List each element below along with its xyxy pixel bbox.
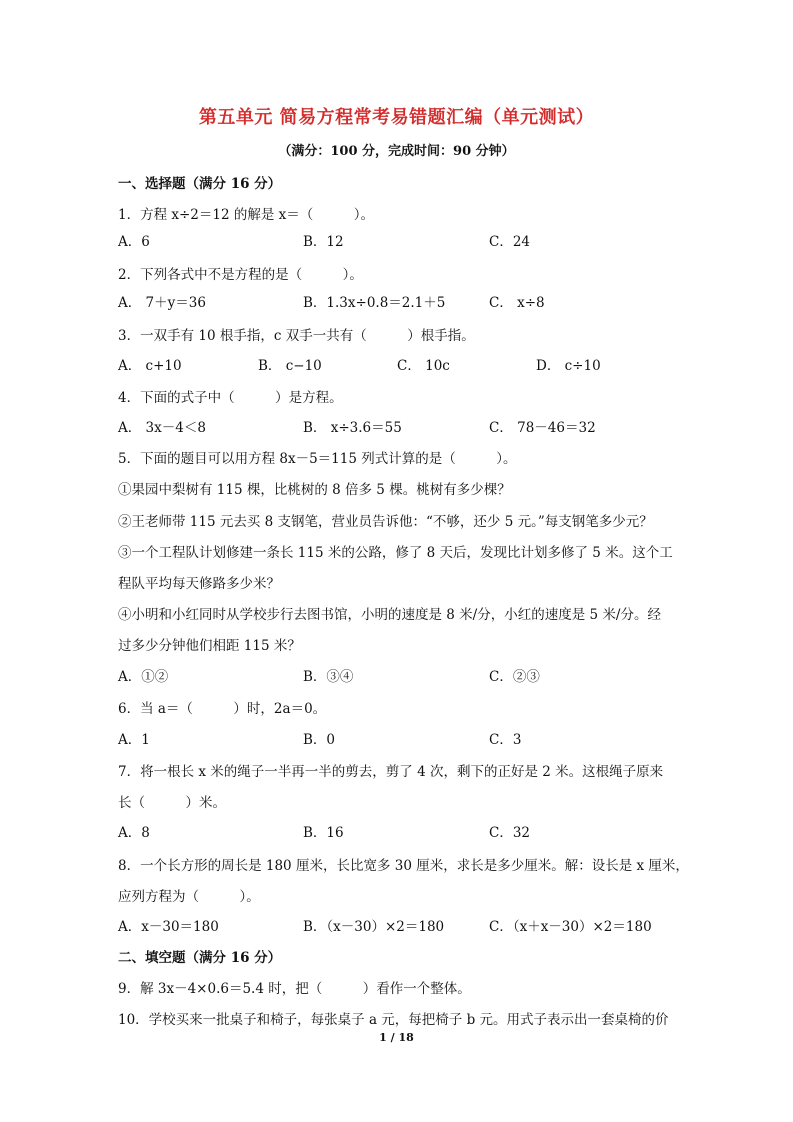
question-3-option-a: A． c+10 <box>118 358 182 374</box>
question-9-stem: 9．解 3x－4×0.6＝5.4 时，把（ ）看作一个整体。 <box>118 981 471 997</box>
question-1-option-a: A．6 <box>118 234 150 250</box>
question-7-option-a: A．8 <box>118 825 150 841</box>
question-5-item-2: ②王老师带 115 元去买 8 支钢笔，营业员告诉他：“不够，还少 5 元。”每支钢笔多少元？ <box>118 514 653 530</box>
question-3-option-b: B． c−10 <box>258 358 322 374</box>
question-8-stem-line-1: 8．一个长方形的周长是 180 厘米，长比宽多 30 厘米，求长是多少厘米。解：设长是 x 厘米， <box>118 858 689 874</box>
question-2-option-b: B．1.3x÷0.8＝2.1＋5 <box>303 295 446 311</box>
question-3-option-d: D． c÷10 <box>536 358 601 374</box>
question-4-option-a: A． 3x－4＜8 <box>118 420 206 436</box>
question-2-option-a: A． 7＋y＝36 <box>118 295 206 311</box>
question-6-option-c: C．3 <box>489 732 522 748</box>
question-6-stem: 6．当 a＝（ ）时，2a＝0。 <box>118 701 327 717</box>
question-8-option-a: A．x－30＝180 <box>118 919 219 935</box>
question-5-stem: 5．下面的题目可以用方程 8x－5＝115 列式计算的是（ ）。 <box>118 451 517 467</box>
question-1-option-b: B．12 <box>303 234 344 250</box>
page-title: 第五单元 简易方程常考易错题汇编（单元测试） <box>198 107 595 128</box>
page-number: 1 / 18 <box>379 1031 414 1044</box>
question-4-option-c: C． 78－46＝32 <box>489 420 596 436</box>
question-7-option-c: C．32 <box>489 825 531 841</box>
page-subtitle: （满分：100 分，完成时间：90 分钟） <box>278 144 515 159</box>
question-6-option-b: B．0 <box>303 732 336 748</box>
question-10-stem: 10．学校买来一批桌子和椅子，每张桌子 a 元，每把椅子 b 元。用式子表示出一套桌椅的价 <box>118 1012 669 1028</box>
question-1-stem: 1．方程 x÷2＝12 的解是 x＝（ ）。 <box>118 207 375 223</box>
question-7-option-b: B．16 <box>303 825 344 841</box>
question-7-stem-line-1: 7．将一根长 x 米的绳子一半再一半的剪去，剪了 4 次，剩下的正好是 2 米。这根绳子原来 <box>118 764 664 780</box>
question-8-option-c: C．（x＋x－30）×2＝180 <box>489 919 652 935</box>
question-5-option-c: C．②③ <box>489 669 540 685</box>
question-6-option-a: A．1 <box>118 732 150 748</box>
question-2-stem: 2．下列各式中不是方程的是（ ）。 <box>118 267 363 283</box>
question-4-option-b: B． x÷3.6＝55 <box>303 420 402 436</box>
question-7-stem-line-2: 长（ ）米。 <box>118 795 226 811</box>
question-5-item-1: ①果园中梨树有 115 棵，比桃树的 8 倍多 5 棵。桃树有多少棵？ <box>118 482 511 498</box>
section-heading-fill: 二、填空题（满分 16 分） <box>118 950 282 966</box>
section-heading-choice: 一、选择题（满分 16 分） <box>118 176 282 192</box>
question-8-option-b: B．（x－30）×2＝180 <box>303 919 445 935</box>
question-3-stem: 3．一双手有 10 根手指，c 双手一共有（ ）根手指。 <box>118 328 475 344</box>
question-4-stem: 4．下面的式子中（ ）是方程。 <box>118 390 343 406</box>
question-5-item-4-line-1: ④小明和小红同时从学校步行去图书馆，小明的速度是 8 米/分，小红的速度是 5 米/分。经 <box>118 607 661 623</box>
question-5-item-4-line-2: 过多少分钟他们相距 115 米？ <box>118 638 301 654</box>
question-5-item-3-line-1: ③一个工程队计划修建一条长 115 米的公路，修了 8 天后，发现比计划多修了 5 米。这个工 <box>118 545 673 561</box>
question-5-option-b: B．③④ <box>303 669 354 685</box>
question-5-item-3-line-2: 程队平均每天修路多少米？ <box>118 576 280 592</box>
question-8-stem-line-2: 应列方程为（ ）。 <box>118 889 260 905</box>
question-5-option-a: A．①② <box>118 669 169 685</box>
question-3-option-c: C． 10c <box>397 358 450 374</box>
question-1-option-c: C．24 <box>489 234 531 250</box>
question-2-option-c: C． x÷8 <box>489 295 545 311</box>
